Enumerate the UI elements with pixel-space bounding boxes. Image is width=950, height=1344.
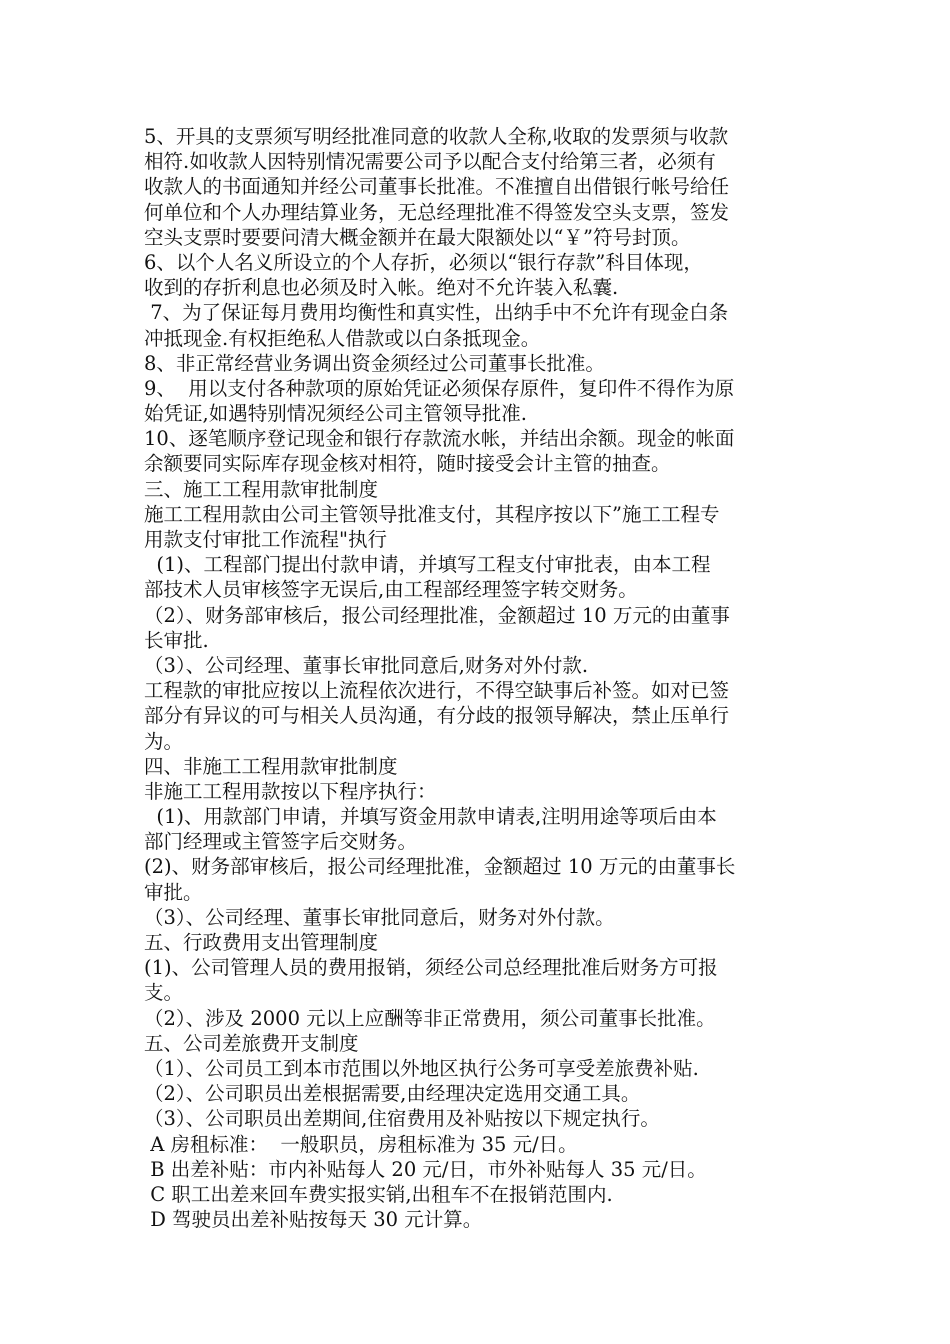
text-line: 5、开具的支票须写明经批准同意的收款人全称,收取的发票须与收款	[144, 125, 729, 148]
text-line: 相符.如收款人因特别情况需要公司予以配合支付给第三者，必须有	[144, 150, 716, 174]
text-line: (2)、财务部审核后，报公司经理批准，金额超过 10 万元的由董事长	[144, 855, 736, 879]
section-heading: 五、公司差旅费开支制度	[144, 1031, 359, 1055]
text-line: B 出差补贴：市内补贴每人 20 元/日，市外补贴每人 35 元/日。	[144, 1157, 707, 1181]
text-line: 工程款的审批应按以上流程依次进行，不得空缺事后补签。如对已签	[144, 679, 730, 703]
text-line: 6、以个人名义所设立的个人存折，必须以“银行存款”科目体现，	[144, 250, 703, 274]
text-line: （1）、公司员工到本市范围以外地区执行公务可享受差旅费补贴.	[144, 1056, 699, 1080]
text-line: (1)、用款部门申请，并填写资金用款申请表,注明用途等项后由本	[144, 805, 717, 829]
text-line: 余额要同实际库存现金核对相符，随时接受会计主管的抽查。	[144, 452, 671, 476]
text-line: 用款支付审批工作流程"执行	[144, 528, 387, 551]
text-line: 9、 用以支付各种款项的原始凭证必须保存原件，复印件不得作为原	[144, 376, 735, 400]
text-line: 收款人的书面通知并经公司董事长批准。不准擅自出借银行帐号给任	[144, 175, 730, 199]
text-line: （3）、公司经理、董事长审批同意后，财务对外付款。	[144, 905, 615, 929]
text-line: 部技术人员审核签字无误后,由工程部经理签字转交财务。	[144, 578, 638, 602]
section-heading: 三、施工工程用款审批制度	[144, 477, 379, 501]
text-line: 为。	[144, 729, 184, 753]
text-line: 收到的存折利息也必须及时入帐。绝对不允许装入私囊.	[144, 276, 619, 300]
document-body	[144, 124, 816, 1232]
text-line: （2）、涉及 2000 元以上应酬等非正常费用，须公司董事长批准。	[144, 1006, 716, 1030]
text-line: 10、逐笔顺序登记现金和银行存款流水帐，并结出余额。现金的帐面	[144, 427, 735, 451]
text-line: A 房租标准： 一般职员，房租标准为 35 元/日。	[144, 1132, 578, 1156]
text-line: (1)、公司管理人员的费用报销，须经公司总经理批准后财务方可报	[144, 956, 718, 980]
text-line: 空头支票时要要问清大概金额并在最大限额处以“￥”符号封顶。	[144, 225, 691, 249]
text-line: (1)、工程部门提出付款申请，并填写工程支付审批表，由本工程	[144, 553, 711, 577]
text-line: 支。	[144, 981, 184, 1005]
text-line: 施工工程用款由公司主管领导批准支付，其程序按以下”施工工程专	[144, 502, 720, 526]
text-line: （2）、财务部审核后，报公司经理批准，金额超过 10 万元的由董事	[144, 603, 730, 627]
text-line: 非施工工程用款按以下程序执行：	[144, 779, 437, 803]
text-line: （2）、公司职员出差根据需要,由经理决定选用交通工具。	[144, 1082, 641, 1106]
section-heading: 四、非施工工程用款审批制度	[144, 754, 398, 778]
text-line: 8、非正常经营业务调出资金须经过公司董事长批准。	[144, 351, 605, 375]
text-line: 部分有异议的可与相关人员沟通，有分歧的报领导解决，禁止压单行	[144, 704, 730, 728]
text-line: 冲抵现金.有权拒绝私人借款或以白条抵现金。	[144, 326, 541, 350]
text-line: 始凭证,如遇特别情况须经公司主管领导批准.	[144, 402, 527, 426]
text-line: 部门经理或主管签字后交财务。	[144, 830, 418, 854]
section-heading: 五、行政费用支出管理制度	[144, 931, 379, 954]
text-line: C 职工出差来回车费实报实销,出租车不在报销范围内.	[144, 1182, 613, 1206]
text-line: 7、为了保证每月费用均衡性和真实性，出纳手中不允许有现金白条	[144, 301, 729, 325]
text-line: （3）、公司经理、董事长审批同意后,财务对外付款.	[144, 653, 589, 677]
text-line: （3）、公司职员出差期间,住宿费用及补贴按以下规定执行。	[144, 1107, 660, 1131]
text-line: D 驾驶员出差补贴按每天 30 元计算。	[144, 1208, 483, 1232]
text-line: 审批。	[144, 880, 203, 904]
text-line: 何单位和个人办理结算业务，无总经理批准不得签发空头支票，签发	[144, 200, 730, 224]
text-line: 长审批.	[144, 628, 209, 652]
